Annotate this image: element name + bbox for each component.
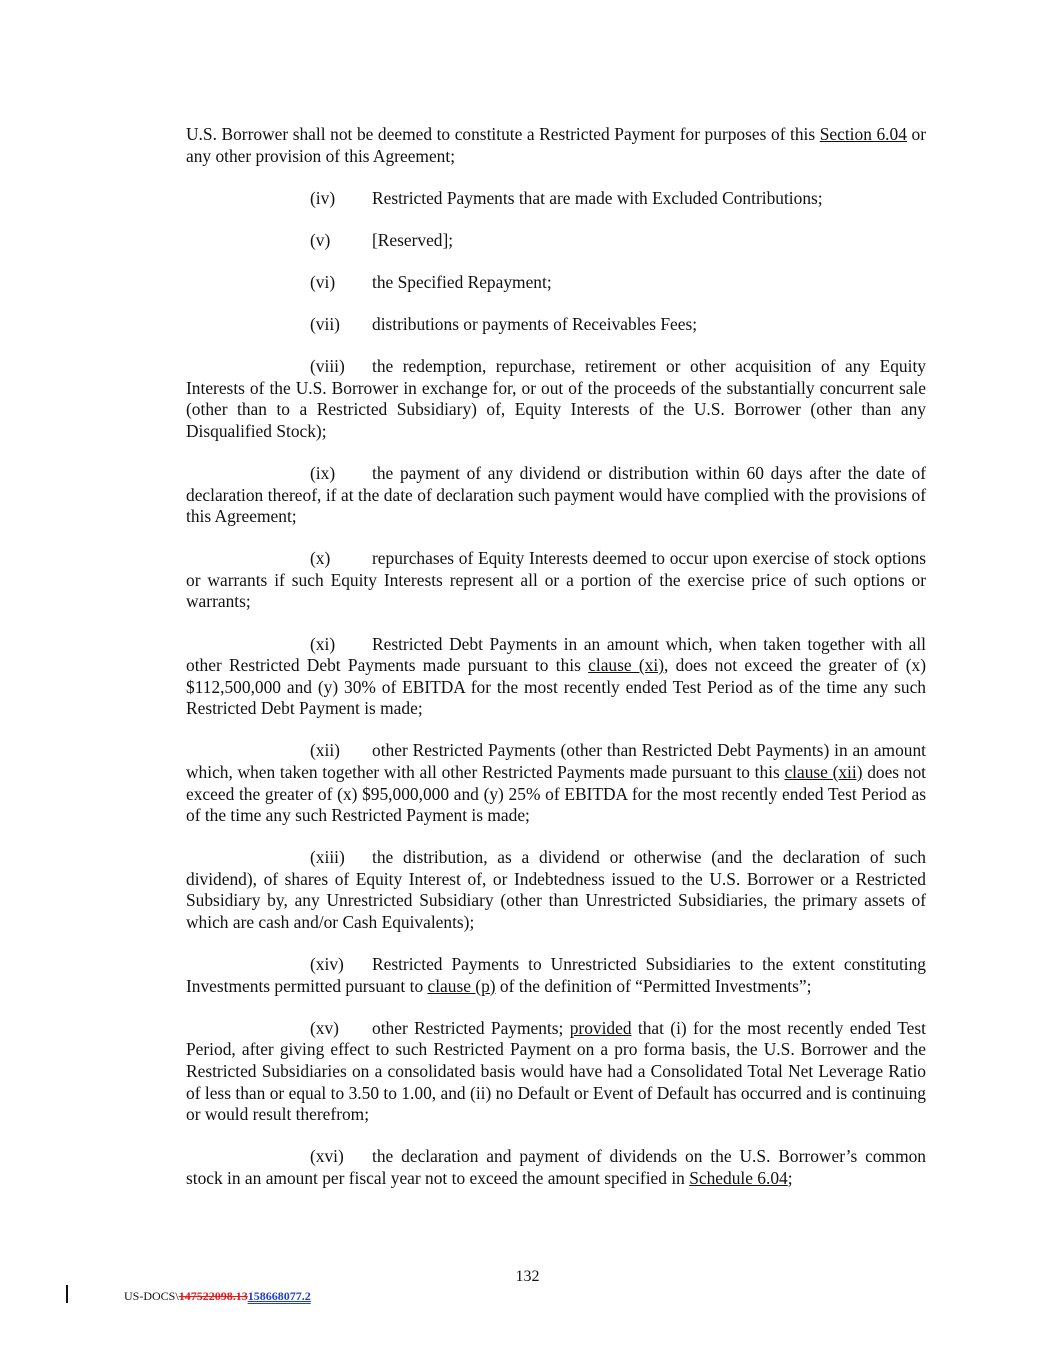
item-number: (xiii) (310, 847, 345, 868)
item-number: (ix) (310, 462, 336, 483)
deleted-doc-number: 147522098.13 (178, 1289, 248, 1303)
clause-reference: clause (p) (427, 975, 496, 996)
item-text: the declaration and payment of dividends on the U.S. Borrower’s common stock in an amount per fiscal year not to exceed the amount specified in (186, 1146, 926, 1188)
item-text-end: ; (787, 1167, 793, 1188)
item-text: repurchases of Equity Interests deemed to occur upon exercise of stock options or warrants if such Equity Interests represent all or a portion of the exercise price of such options or warrants; (186, 548, 926, 612)
item-viii (186, 356, 926, 442)
inserted-doc-number: 158668077.2 (247, 1289, 311, 1303)
doc-prefix: US-DOCS\ (124, 1289, 179, 1303)
item-number: (vi) (310, 271, 336, 292)
item-text-end: does not exceed the greater of (x) $95,000,000 and (y) 25% of EBITDA for the most recently ended Test Period as of the time any such Restricted Payment is made; (186, 761, 926, 826)
intro-text-end: or any other provision of this Agreement; (186, 124, 926, 166)
item-number: (xv) (310, 1017, 339, 1038)
item-xv (186, 1018, 926, 1126)
item-number: (viii) (310, 356, 345, 377)
item-v (186, 230, 926, 252)
schedule-reference: Schedule 6.04 (689, 1167, 788, 1188)
item-text: other Restricted Payments; (372, 1017, 570, 1038)
intro-text: U.S. Borrower shall not be deemed to constitute a Restricted Payment for purposes of this (186, 124, 820, 144)
page-number: 132 (515, 1268, 540, 1285)
item-text-end: that (i) for the most recently ended Test Period, after giving effect to such Restricted Payment on a pro forma basis, the U.S. Borrower and the Restricted Subsidiaries on a consolidated basis would have had a Consolidated Total Net Leverage Ratio of less than or equal to 3.50 to 1.00, and (ii) no Default or Event of Default has occurred and is continuing or would result therefrom; (186, 1017, 926, 1125)
item-ix (186, 463, 926, 528)
clause-reference: clause (xii) (784, 761, 863, 782)
clause-reference: clause (xi) (588, 655, 665, 676)
item-text-end: , does not exceed the greater of (x) $112,500,000 and (y) 30% of EBITDA for the most recently ended Test Period as of the time any such Restricted Debt Payment is made; (186, 655, 926, 719)
provided-term: provided (569, 1017, 632, 1038)
intro-paragraph (186, 124, 926, 167)
item-iv (186, 188, 926, 210)
item-xii (186, 740, 926, 826)
item-text: the distribution, as a dividend or otherwise (and the declaration of such dividend), of shares of Equity Interest of, or Indebtedness issued to the U.S. Borrower or a Restricted Subsidiary by, any Unrestricted Subsidiary (other than Unrestricted Subsidiaries, the primary assets of which are cash and/or Cash Equivalents); (186, 847, 926, 933)
item-number: (iv) (310, 187, 336, 208)
item-xvi (186, 1146, 926, 1189)
item-x (186, 548, 926, 613)
item-text: [Reserved]; (372, 229, 454, 250)
document-id-footer (124, 1289, 311, 1304)
item-text: other Restricted Payments (other than Restricted Debt Payments) in an amount which, when taken together with all other Restricted Payments made pursuant to this (186, 740, 926, 782)
item-number: (x) (310, 548, 331, 569)
item-number: (xvi) (310, 1146, 344, 1167)
document-body (186, 124, 926, 1210)
item-text: Restricted Payments that are made with Excluded Contributions; (372, 187, 823, 208)
item-text: the redemption, repurchase, retirement or other acquisition of any Equity Interests of the U.S. Borrower in exchange for, or out of the proceeds of the substantially concurrent sale (other than to a Restricted Subsidiary) of, Equity Interests of the U.S. Borrower (other than any Disqualified Stock); (186, 356, 926, 441)
item-number: (vii) (310, 313, 340, 334)
item-text: Restricted Payments to Unrestricted Subsidiaries to the extent constituting Investments permitted pursuant to (186, 954, 926, 996)
item-xiv (186, 954, 926, 997)
item-text: distributions or payments of Receivables Fees; (372, 313, 698, 334)
item-number: (xiv) (310, 954, 344, 975)
item-number: (xi) (310, 633, 336, 654)
item-text-end: of the definition of “Permitted Investments”; (495, 975, 812, 996)
item-vi (186, 272, 926, 294)
change-bar (66, 1285, 68, 1303)
section-reference: Section 6.04 (819, 124, 907, 144)
item-number: (xii) (310, 740, 340, 761)
item-text: Restricted Debt Payments in an amount which, when taken together with all other Restricted Debt Payments made pursuant to this (186, 633, 926, 676)
item-vii (186, 314, 926, 336)
item-text: the Specified Repayment; (372, 271, 552, 292)
item-xi (186, 634, 926, 720)
item-xiii (186, 847, 926, 933)
item-number: (v) (310, 229, 331, 250)
item-text: the payment of any dividend or distribution within 60 days after the date of declaration thereof, if at the date of declaration such payment would have complied with the provisions of this Agreement; (186, 462, 926, 527)
